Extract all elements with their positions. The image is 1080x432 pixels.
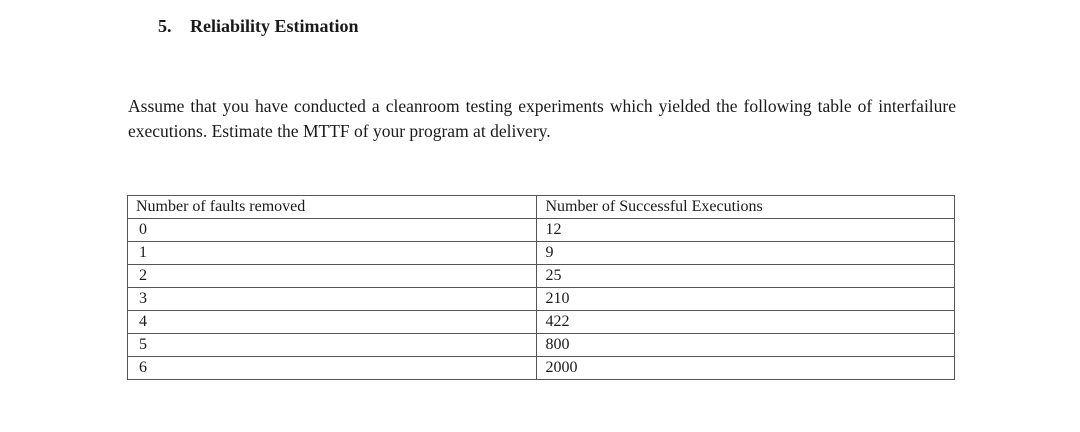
successful-executions-cell: 25	[537, 265, 955, 288]
faults-removed-cell: 3	[128, 288, 537, 311]
successful-executions-cell: 210	[537, 288, 955, 311]
section-number: 5.	[158, 16, 172, 36]
faults-removed-cell: 1	[128, 242, 537, 265]
problem-statement-line-2: interfailure executions. Estimate the MTTF of your program at delivery.	[128, 96, 957, 141]
successful-executions-cell: 422	[537, 311, 955, 334]
faults-removed-cell: 4	[128, 311, 537, 334]
faults-removed-cell: 0	[128, 219, 537, 242]
successful-executions-cell: 800	[537, 334, 955, 357]
table-row	[128, 334, 955, 357]
faults-removed-cell: 6	[128, 357, 537, 380]
header-successful-executions: Number of Successful Executions	[537, 196, 955, 219]
successful-executions-cell: 12	[537, 219, 955, 242]
section-heading	[158, 16, 359, 37]
interfailure-table	[127, 195, 955, 380]
problem-statement	[128, 94, 956, 144]
table-row	[128, 265, 955, 288]
table-row	[128, 219, 955, 242]
table-header-row	[128, 196, 955, 219]
faults-removed-cell: 2	[128, 265, 537, 288]
successful-executions-cell: 2000	[537, 357, 955, 380]
header-faults-removed: Number of faults removed	[128, 196, 537, 219]
table-row	[128, 311, 955, 334]
section-title: Reliability Estimation	[190, 16, 359, 36]
successful-executions-cell: 9	[537, 242, 955, 265]
faults-removed-cell: 5	[128, 334, 537, 357]
table-row	[128, 242, 955, 265]
table-row	[128, 288, 955, 311]
table-row	[128, 357, 955, 380]
problem-statement-line-1: Assume that you have conducted a cleanroom testing experiments which yielded the following table of	[128, 96, 873, 116]
